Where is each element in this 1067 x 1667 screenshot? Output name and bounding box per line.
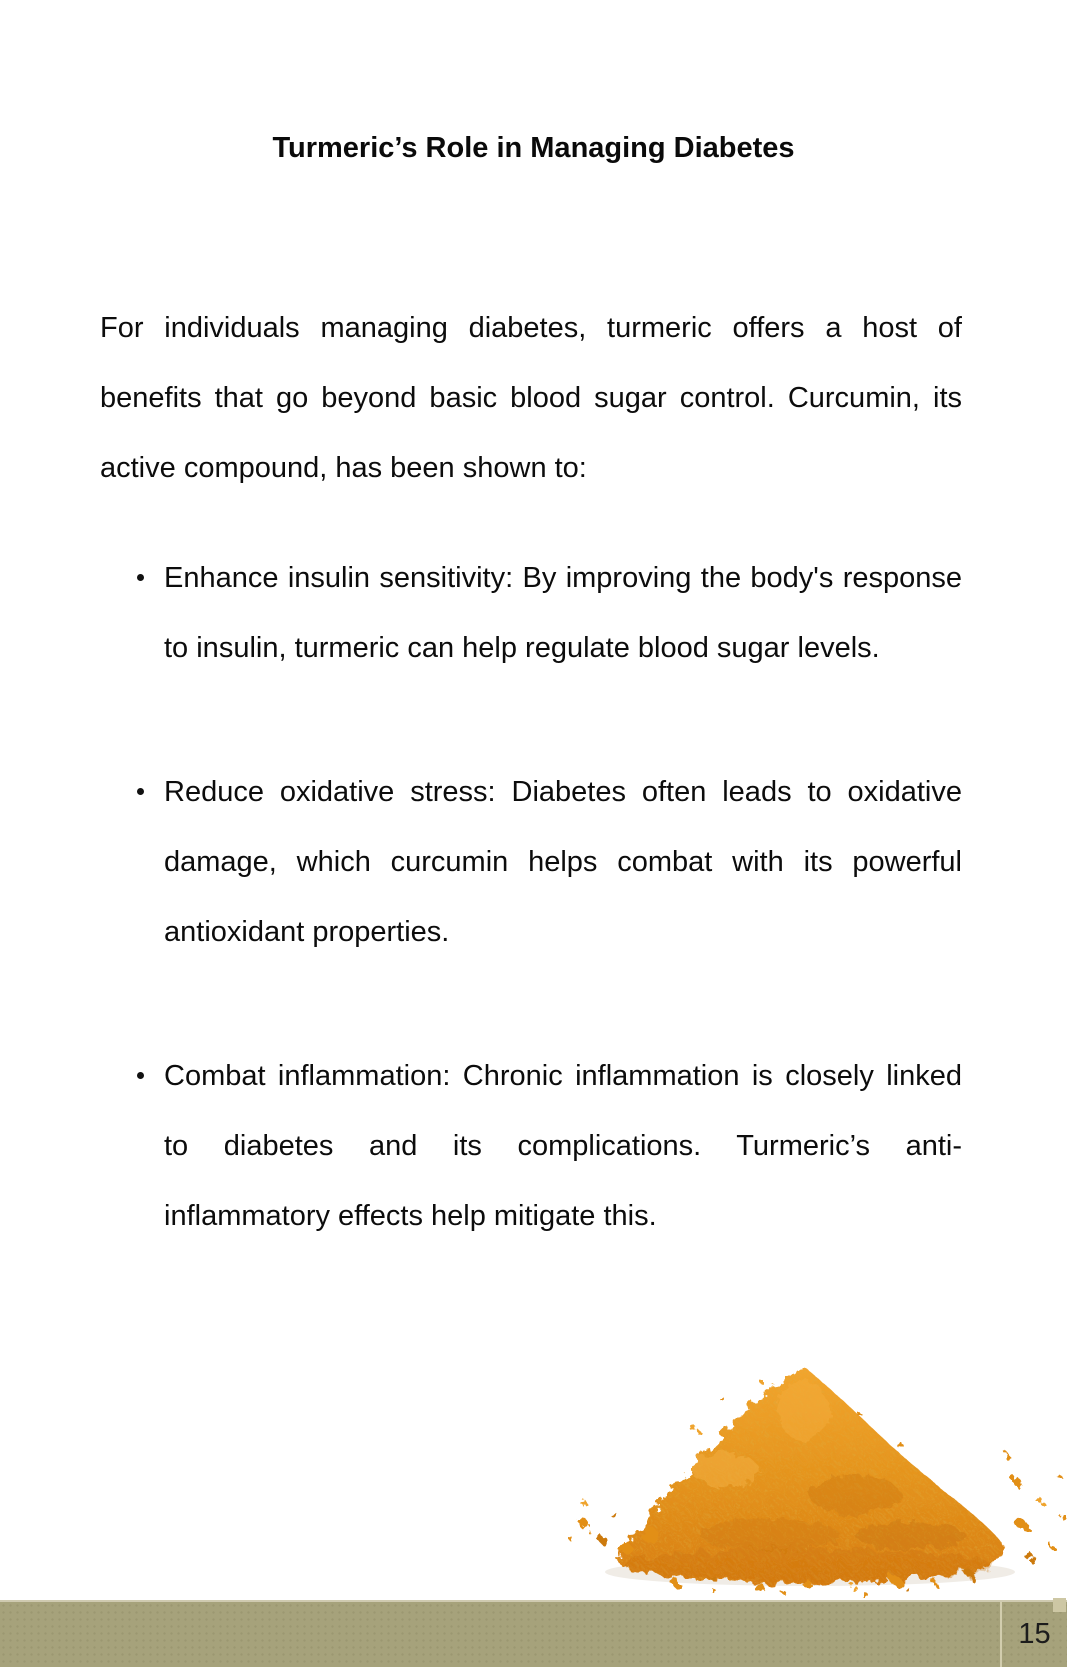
turmeric-powder-image <box>555 1330 1067 1600</box>
bullet-icon <box>137 574 144 581</box>
benefits-list <box>100 543 962 1325</box>
intro-paragraph: For individuals managing diabetes, turmeric offers a host of benefits that go beyond basic blood sugar control. Curcumin, its active compound, has been shown to: <box>100 312 962 484</box>
list-item-text: Enhance insulin sensitivity: By improving the body's response to insulin, turmeric can help regulate blood sugar levels. <box>164 562 962 664</box>
list-item <box>100 543 962 683</box>
bullet-icon <box>137 788 144 795</box>
page-title: Turmeric’s Role in Managing Diabetes <box>272 132 795 164</box>
page-number: 15 <box>1018 1618 1051 1650</box>
list-item-text: Combat inflammation: Chronic inflammation is closely linked to diabetes and its complications. Turmeric’s anti-inflammatory effects help mitigate this. <box>164 1060 962 1232</box>
list-item <box>100 757 962 967</box>
page-number-cell <box>1002 1602 1067 1667</box>
bullet-icon <box>137 1072 144 1079</box>
list-item-text: Reduce oxidative stress: Diabetes often leads to oxidative damage, which curcumin helps combat with its powerful antioxidant properties. <box>164 776 962 948</box>
list-item <box>100 1041 962 1251</box>
footer-bar <box>0 1600 1067 1667</box>
